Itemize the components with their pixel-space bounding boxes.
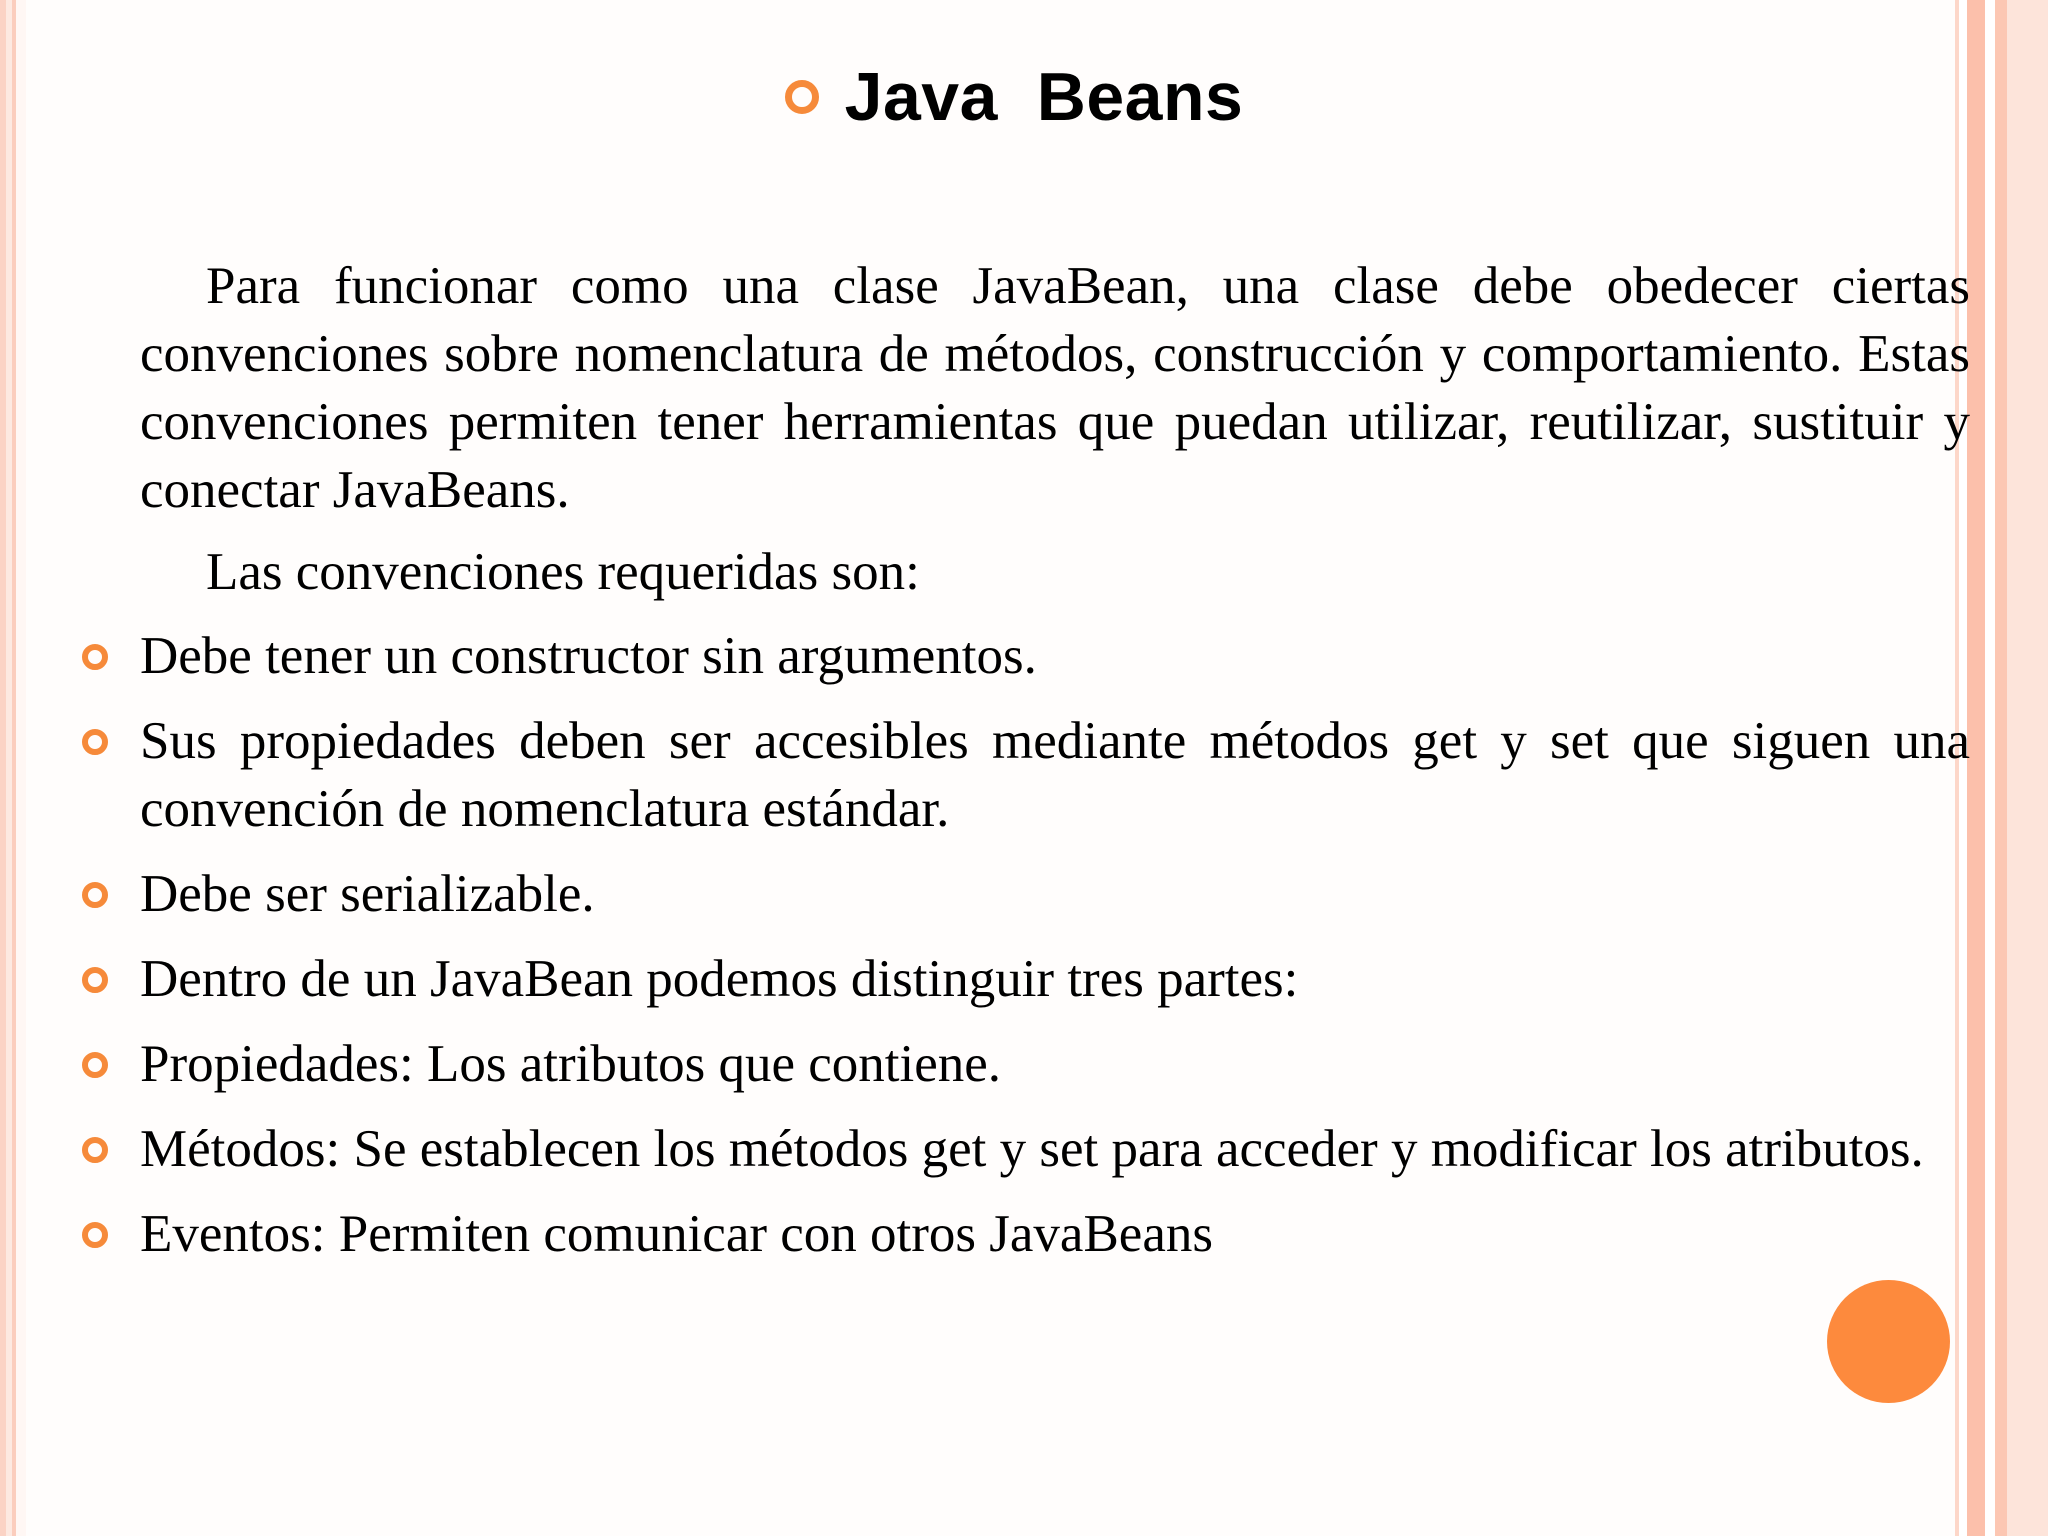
list-item-text: Propiedades: Los atributos que contiene. <box>140 1035 1002 1093</box>
slide-content <box>140 252 1970 1285</box>
list-item-text: Métodos: Se establecen los métodos get y set para acceder y modificar los atributos. <box>140 1120 1924 1178</box>
title-bullet-icon <box>785 80 819 114</box>
ring-bullet-icon <box>82 1052 108 1078</box>
list-item <box>140 1030 1970 1098</box>
title-inner <box>785 58 1244 136</box>
list-item-text: Sus propiedades deben ser accesibles mediante métodos get y set que siguen una convención de nomenclatura estándar. <box>140 712 1970 838</box>
slide-title: Java Beans <box>844 59 1244 135</box>
list-item-text: Debe tener un constructor sin argumentos. <box>140 627 1037 685</box>
list-item <box>140 707 1970 843</box>
list-item-text: Eventos: Permiten comunicar con otros JavaBeans <box>140 1205 1213 1263</box>
ring-bullet-icon <box>82 1222 108 1248</box>
orange-circle-decoration <box>1827 1280 1950 1403</box>
list-item <box>140 945 1970 1013</box>
list-item <box>140 622 1970 690</box>
list-item <box>140 1115 1970 1183</box>
intro-paragraph: Para funcionar como una clase JavaBean, una clase debe obedecer ciertas convenciones sobre nomenclatura de métodos, construcción y comportamiento. Estas convenciones permiten tener herramientas que puedan utilizar, reutilizar, sustituir y conectar JavaBeans. <box>140 257 1970 519</box>
title-row <box>0 58 2048 136</box>
ring-bullet-icon <box>82 967 108 993</box>
list-item <box>140 1200 1970 1268</box>
list-item-text: Debe ser serializable. <box>140 865 595 923</box>
conventions-list <box>140 622 1970 1268</box>
ring-bullet-icon <box>82 644 108 670</box>
ring-bullet-icon <box>82 1137 108 1163</box>
left-border-decoration <box>0 0 26 1536</box>
ring-bullet-icon <box>82 729 108 755</box>
list-item <box>140 860 1970 928</box>
list-item-text: Dentro de un JavaBean podemos distinguir tres partes: <box>140 950 1299 1008</box>
ring-bullet-icon <box>82 882 108 908</box>
conventions-heading: Las convenciones requeridas son: <box>206 543 920 601</box>
